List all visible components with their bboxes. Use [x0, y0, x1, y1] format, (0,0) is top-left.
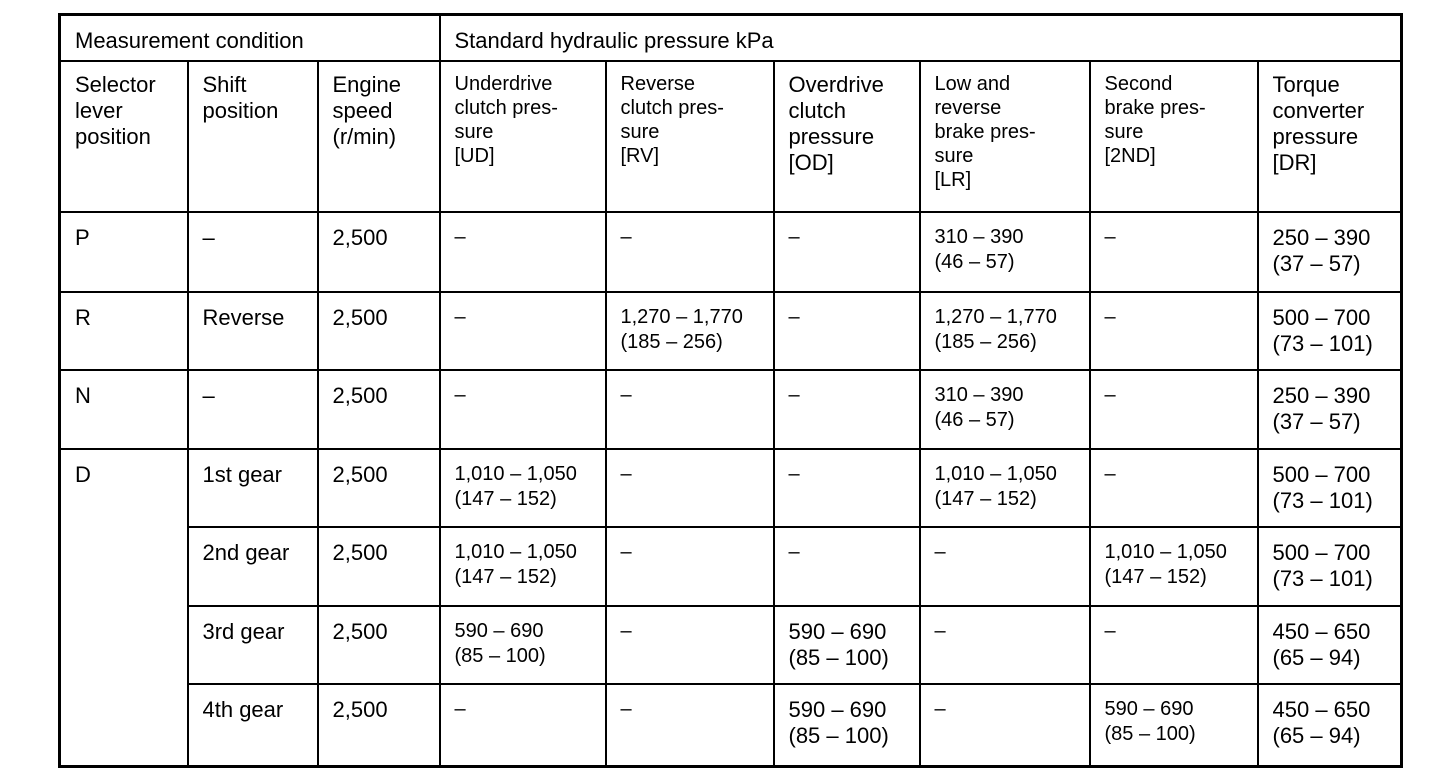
shift-position-value: 1st gear [202, 461, 282, 487]
low-reverse-cell [920, 212, 1090, 292]
engine-speed-header [318, 61, 440, 212]
pressure-value: 450 – 650 [1272, 697, 1371, 722]
pressure-value: (85 – 100) [788, 644, 889, 670]
shift-position-value: – [202, 224, 215, 250]
header-line: sure [1104, 120, 1144, 143]
second-brake-cell [1090, 527, 1258, 605]
header-line: pressure [1272, 123, 1359, 149]
header-line: Engine [332, 71, 402, 97]
pressure-value: (185 – 256) [934, 330, 1037, 353]
engine-speed-cell [318, 606, 440, 684]
torque-converter-pressure-header [1258, 61, 1402, 212]
header-line: position [75, 123, 151, 149]
empty-value: – [620, 698, 632, 720]
underdrive-clutch-pressure-header [440, 61, 606, 212]
pressure-value: (147 – 152) [1104, 566, 1207, 589]
shift-position-cell [188, 606, 318, 684]
engine-speed-value: 2,500 [332, 697, 388, 722]
torque-converter-cell [1258, 212, 1402, 292]
header-line: Overdrive [788, 71, 884, 97]
pressure-value: 590 – 690 [454, 619, 544, 642]
low-reverse-cell [920, 606, 1090, 684]
shift-position-value: 2nd gear [202, 540, 290, 566]
measurement-condition-header [60, 15, 440, 61]
shift-position-cell [188, 212, 318, 292]
pressure-value: 250 – 390 [1272, 383, 1371, 409]
second-brake-pressure-header [1090, 61, 1258, 212]
pressure-value: (185 – 256) [620, 330, 723, 353]
table-row [60, 292, 1402, 370]
empty-value: – [1104, 462, 1116, 485]
torque-converter-cell [1258, 684, 1402, 767]
engine-speed-cell [318, 527, 440, 605]
pressure-value: 310 – 390 [934, 225, 1024, 248]
pressure-value: (85 – 100) [788, 723, 889, 748]
pressure-value: 1,010 – 1,050 [934, 462, 1057, 485]
measurement-condition-label: Measurement condition [75, 28, 304, 53]
header-line: Selector [75, 71, 156, 97]
torque-converter-cell [1258, 292, 1402, 370]
pressure-value: 590 – 690 [1104, 698, 1194, 720]
engine-speed-value: 2,500 [332, 304, 388, 330]
header-line: sure [454, 120, 494, 143]
pressure-value: (85 – 100) [454, 644, 546, 667]
underdrive-cell [440, 212, 606, 292]
pressure-value: 500 – 700 [1272, 461, 1371, 487]
column-header-row [60, 61, 1402, 212]
empty-value: – [620, 462, 632, 485]
second-brake-cell [1090, 212, 1258, 292]
header-line: [DR] [1272, 149, 1317, 175]
engine-speed-value: 2,500 [332, 618, 388, 644]
pressure-value: 1,270 – 1,770 [620, 305, 743, 328]
empty-value: – [788, 384, 800, 407]
header-line: clutch pres- [620, 96, 724, 119]
selector-cell [60, 370, 188, 448]
engine-speed-value: 2,500 [332, 461, 388, 487]
low-reverse-cell [920, 684, 1090, 767]
empty-value: – [620, 541, 632, 564]
pressure-value: 310 – 390 [934, 384, 1024, 407]
header-line: (r/min) [332, 123, 397, 149]
second-brake-cell [1090, 370, 1258, 448]
low-reverse-brake-pressure-header [920, 61, 1090, 212]
pressure-value: 1,270 – 1,770 [934, 305, 1057, 328]
shift-position-cell [188, 292, 318, 370]
selector-value: P [75, 224, 90, 250]
pressure-value: (46 – 57) [934, 250, 1015, 273]
empty-value: – [620, 225, 632, 248]
header-line: [OD] [788, 149, 834, 175]
shift-position-value: 3rd gear [202, 618, 285, 644]
reverse-cell [606, 684, 774, 767]
header-line: pressure [788, 123, 875, 149]
reverse-clutch-pressure-header [606, 61, 774, 212]
empty-value: – [454, 698, 466, 720]
pressure-value: 1,010 – 1,050 [454, 462, 577, 485]
pressure-value: 500 – 700 [1272, 304, 1371, 330]
table-row [60, 684, 1402, 767]
pressure-value: (147 – 152) [454, 566, 557, 589]
empty-value: – [620, 619, 632, 642]
header-line: Low and [934, 72, 1011, 95]
header-line: [LR] [934, 168, 972, 191]
second-brake-cell [1090, 684, 1258, 767]
shift-position-cell [188, 449, 318, 527]
selector-value: R [75, 304, 91, 330]
engine-speed-cell [318, 370, 440, 448]
pressure-value: 590 – 690 [788, 618, 887, 644]
empty-value: – [1104, 305, 1116, 328]
engine-speed-value: 2,500 [332, 540, 388, 566]
shift-position-value: Reverse [202, 304, 285, 330]
pressure-value: (147 – 152) [454, 487, 557, 510]
empty-value: – [788, 541, 800, 564]
underdrive-cell [440, 527, 606, 605]
header-line: Underdrive [454, 72, 553, 95]
pressure-value: (37 – 57) [1272, 409, 1361, 435]
underdrive-cell [440, 449, 606, 527]
overdrive-cell [774, 606, 920, 684]
engine-speed-cell [318, 449, 440, 527]
empty-value: – [788, 225, 800, 248]
low-reverse-cell [920, 370, 1090, 448]
engine-speed-value: 2,500 [332, 383, 388, 409]
header-line: Reverse [620, 72, 695, 95]
reverse-cell [606, 606, 774, 684]
empty-value: – [788, 305, 800, 328]
pressure-value: 250 – 390 [1272, 224, 1371, 250]
overdrive-cell [774, 292, 920, 370]
overdrive-cell [774, 684, 920, 767]
engine-speed-cell [318, 292, 440, 370]
engine-speed-cell [318, 684, 440, 767]
empty-value: – [454, 384, 466, 407]
table-row [60, 370, 1402, 448]
engine-speed-cell [318, 212, 440, 292]
header-line: converter [1272, 97, 1365, 123]
low-reverse-cell [920, 527, 1090, 605]
shift-position-cell [188, 370, 318, 448]
standard-pressure-header [440, 15, 1402, 61]
pressure-value: (147 – 152) [934, 487, 1037, 510]
engine-speed-value: 2,500 [332, 224, 388, 250]
empty-value: – [454, 305, 466, 328]
pressure-value: (65 – 94) [1272, 723, 1361, 748]
table-row [60, 449, 1402, 527]
header-line: position [202, 97, 279, 123]
torque-converter-cell [1258, 527, 1402, 605]
overdrive-cell [774, 370, 920, 448]
header-line: [2ND] [1104, 144, 1156, 167]
table-row [60, 606, 1402, 684]
standard-pressure-label: Standard hydraulic pressure kPa [454, 28, 774, 53]
reverse-cell [606, 527, 774, 605]
overdrive-cell [774, 527, 920, 605]
selector-cell [60, 449, 188, 767]
reverse-cell [606, 212, 774, 292]
empty-value: – [1104, 619, 1116, 642]
empty-value: – [454, 225, 466, 248]
second-brake-cell [1090, 449, 1258, 527]
table-row [60, 527, 1402, 605]
header-line: brake pres- [1104, 96, 1206, 119]
torque-converter-cell [1258, 370, 1402, 448]
header-line: Second [1104, 72, 1173, 95]
underdrive-cell [440, 606, 606, 684]
shift-position-cell [188, 527, 318, 605]
pressure-value: 590 – 690 [788, 697, 887, 722]
selector-cell [60, 292, 188, 370]
table-body [60, 212, 1402, 767]
header-line: sure [934, 144, 974, 167]
header-line: reverse [934, 96, 1002, 119]
pressure-value: 450 – 650 [1272, 618, 1371, 644]
empty-value: – [788, 462, 800, 485]
pressure-value: (85 – 100) [1104, 723, 1196, 745]
selector-lever-position-header [60, 61, 188, 212]
header-line: sure [620, 120, 660, 143]
header-line: [UD] [454, 144, 495, 167]
selector-cell [60, 212, 188, 292]
torque-converter-cell [1258, 449, 1402, 527]
pressure-value: 500 – 700 [1272, 540, 1371, 566]
empty-value: – [620, 384, 632, 407]
header-line: brake pres- [934, 120, 1036, 143]
empty-value: – [1104, 225, 1116, 248]
underdrive-cell [440, 684, 606, 767]
header-line: Shift [202, 71, 247, 97]
pressure-value: (37 – 57) [1272, 250, 1361, 276]
pressure-value: (73 – 101) [1272, 330, 1373, 356]
second-brake-cell [1090, 292, 1258, 370]
reverse-cell [606, 370, 774, 448]
header-line: Torque [1272, 71, 1340, 97]
pressure-value: 1,010 – 1,050 [454, 541, 577, 564]
overdrive-clutch-pressure-header [774, 61, 920, 212]
overdrive-cell [774, 449, 920, 527]
header-line: speed [332, 97, 393, 123]
reverse-cell [606, 292, 774, 370]
header-line: [RV] [620, 144, 660, 167]
pressure-value: (46 – 57) [934, 409, 1015, 432]
pressure-value: (73 – 101) [1272, 566, 1373, 592]
selector-value: D [75, 461, 91, 487]
torque-converter-cell [1258, 606, 1402, 684]
empty-value: – [934, 541, 946, 564]
pressure-value: 1,010 – 1,050 [1104, 541, 1227, 564]
shift-position-value: – [202, 383, 215, 409]
empty-value: – [934, 619, 946, 642]
pressure-value: (65 – 94) [1272, 644, 1361, 670]
selector-value: N [75, 383, 91, 409]
second-brake-cell [1090, 606, 1258, 684]
header-line: clutch pres- [454, 96, 558, 119]
header-line: lever [75, 97, 123, 123]
empty-value: – [1104, 384, 1116, 407]
header-line: clutch [788, 97, 846, 123]
shift-position-header [188, 61, 318, 212]
underdrive-cell [440, 370, 606, 448]
overdrive-cell [774, 212, 920, 292]
low-reverse-cell [920, 449, 1090, 527]
low-reverse-cell [920, 292, 1090, 370]
hydraulic-pressure-table [58, 13, 1403, 768]
shift-position-value: 4th gear [202, 697, 284, 722]
shift-position-cell [188, 684, 318, 767]
pressure-value: (73 – 101) [1272, 487, 1373, 513]
empty-value: – [934, 698, 946, 720]
underdrive-cell [440, 292, 606, 370]
table-row [60, 212, 1402, 292]
reverse-cell [606, 449, 774, 527]
